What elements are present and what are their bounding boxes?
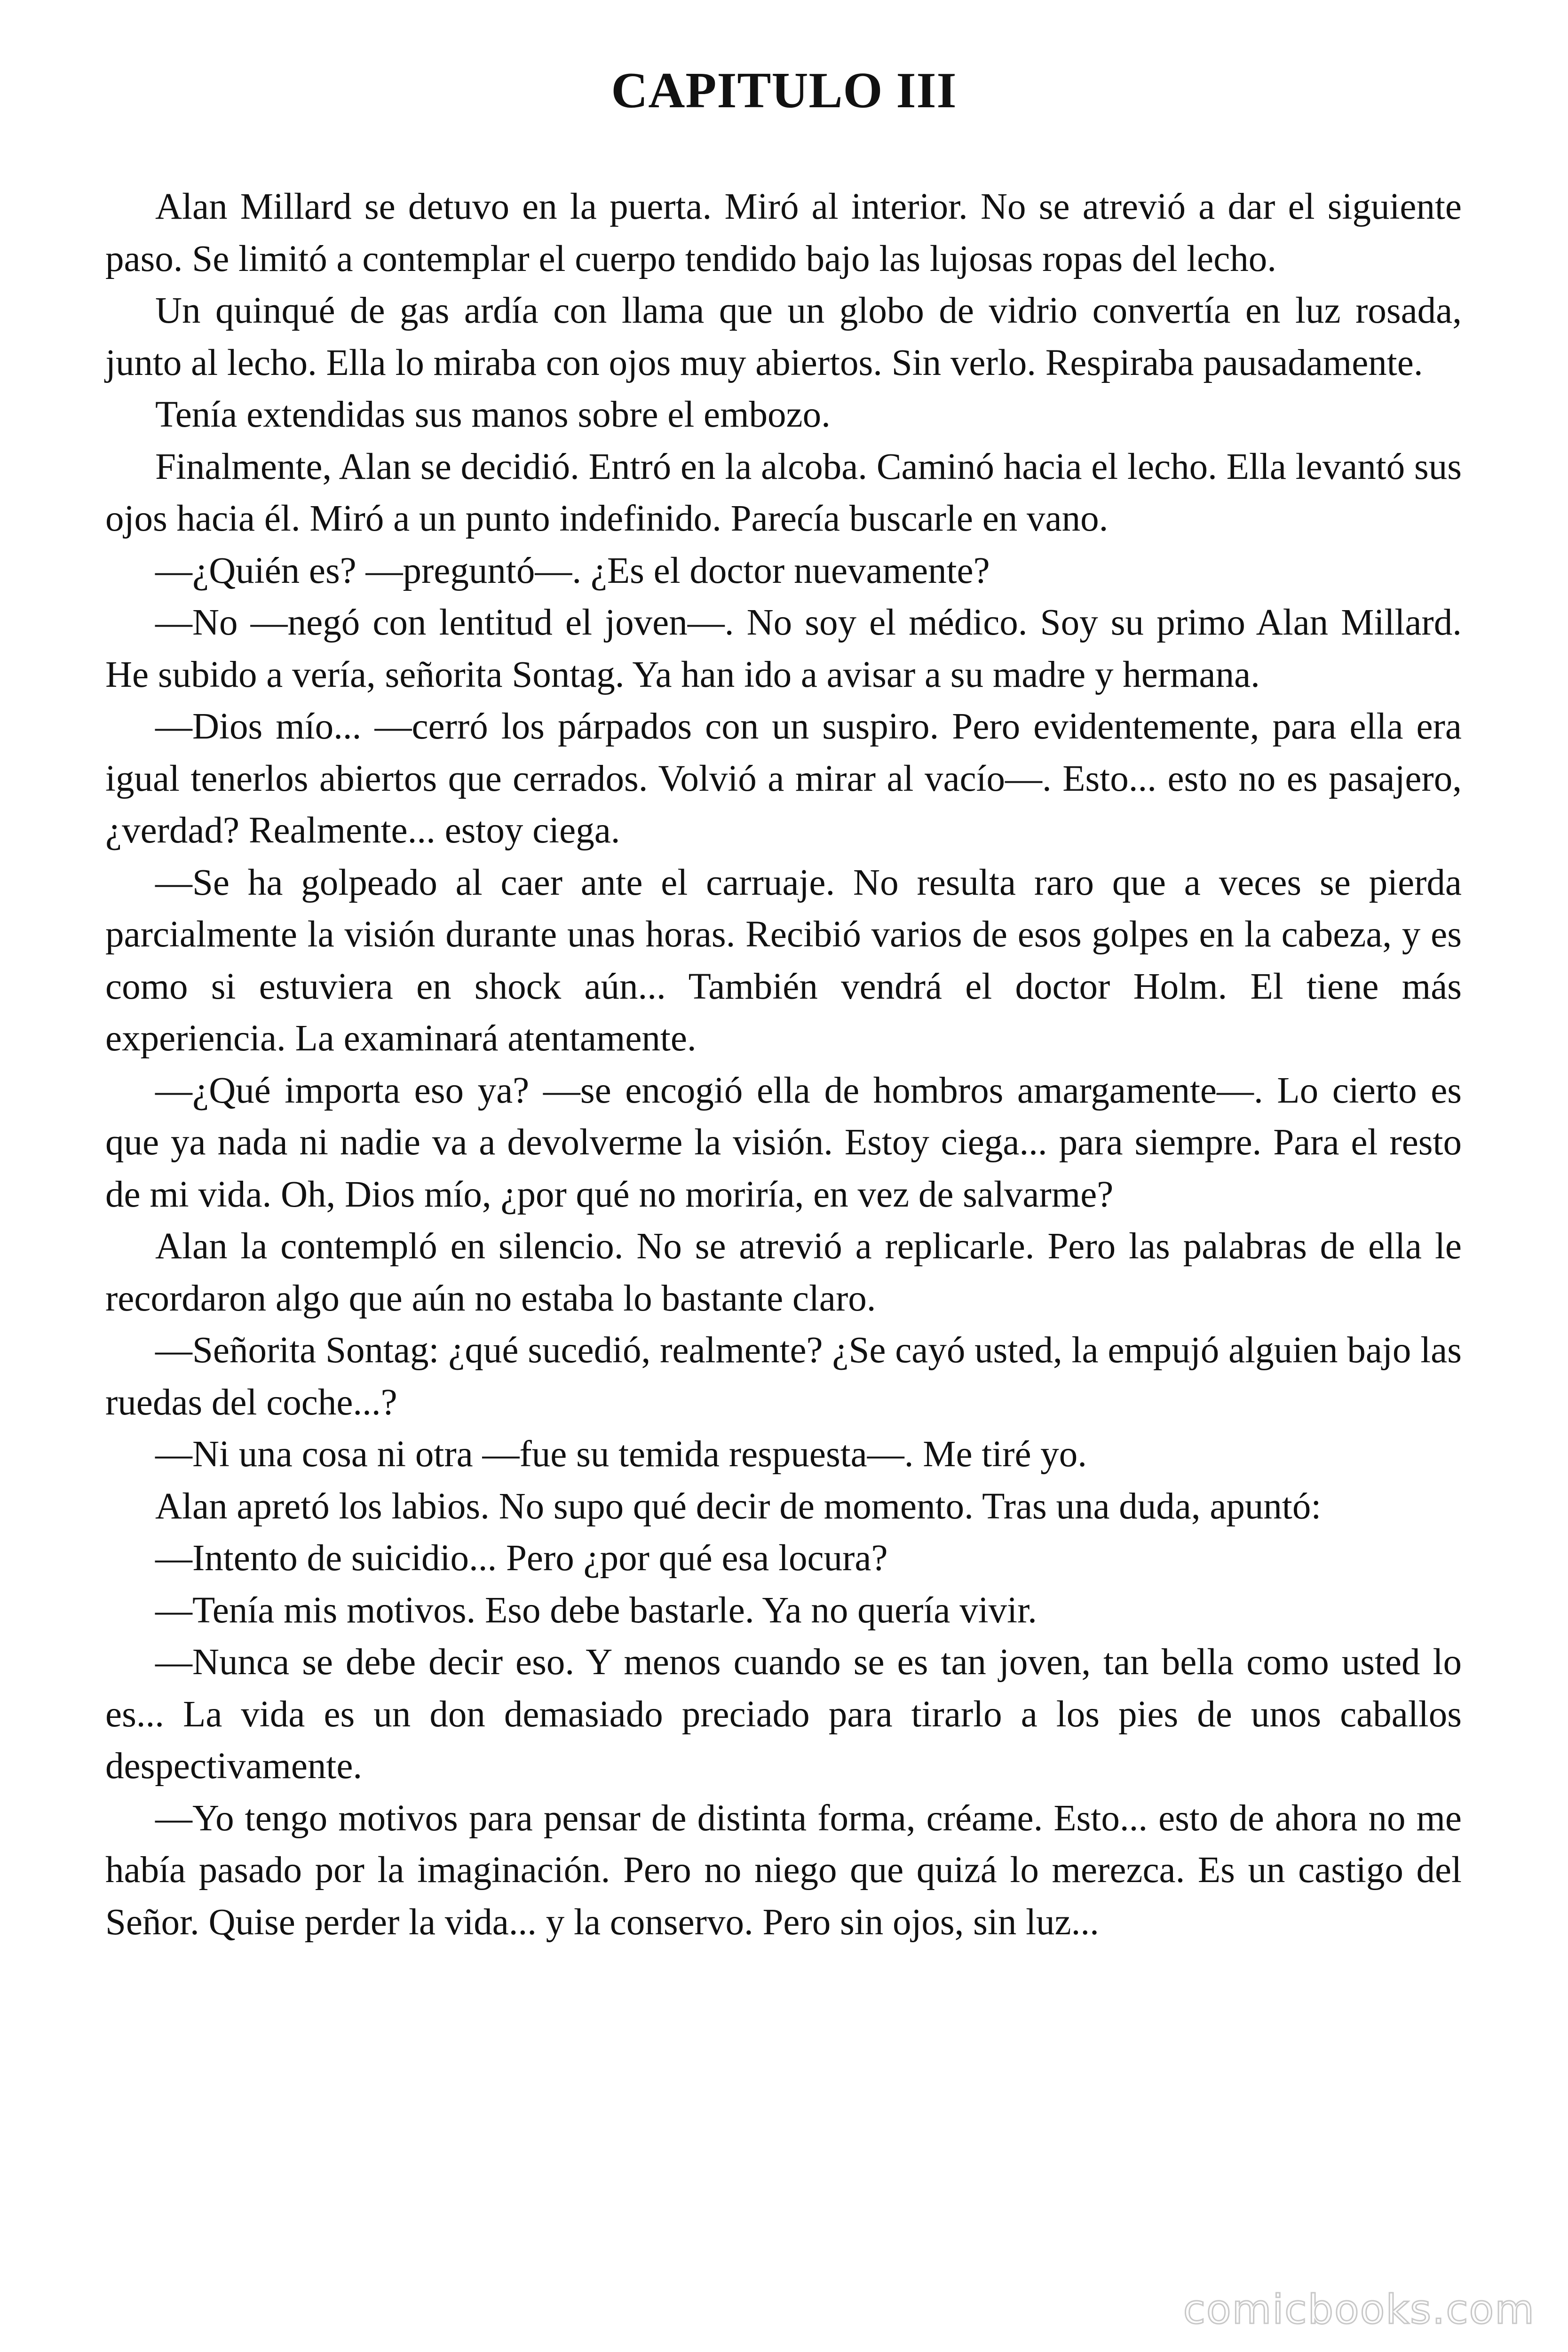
dialogue-paragraph: —Se ha golpeado al caer ante el carruaje. No resulta raro que a veces se pierda parcialmente la visión durante unas horas. Recibió varios de esos golpes en la cabeza, y es como si estuviera en shock aún... También vendrá el doctor Holm. El tiene más experiencia. La examinará atentamente. [105,862,1462,1059]
chapter-body [105,181,1462,1948]
paragraph: Alan apretó los labios. No supo qué decir de momento. Tras una duda, apuntó: [155,1486,1322,1527]
chapter-title: CAPITULO III [611,63,957,119]
dialogue-paragraph: —Dios mío... —cerró los párpados con un suspiro. Pero evidentemente, para ella era igual tenerlos abiertos que cerrados. Volvió a mirar al vacío—. Esto... esto no es pasajero, ¿verdad? Realmente... estoy ciega. [105,706,1462,851]
dialogue-paragraph: —Señorita Sontag: ¿qué sucedió, realmente? ¿Se cayó usted, la empujó alguien bajo las ruedas del coche...? [105,1330,1462,1423]
dialogue-paragraph: —Nunca se debe decir eso. Y menos cuando se es tan joven, tan bella como usted lo es... La vida es un don demasiado preciado para tirarlo a los pies de unos caballos despectivamente. [105,1642,1462,1787]
dialogue-paragraph: —Ni una cosa ni otra —fue su temida respuesta—. Me tiré yo. [155,1434,1087,1475]
dialogue-paragraph: —No —negó con lentitud el joven—. No soy el médico. Soy su primo Alan Millard. He subido a vería, señorita Sontag. Ya han ido a avisar a su madre y hermana. [105,602,1462,695]
dialogue-paragraph: —¿Quién es? —preguntó—. ¿Es el doctor nuevamente? [155,550,990,591]
dialogue-paragraph: —Tenía mis motivos. Eso debe bastarle. Ya no quería vivir. [155,1589,1037,1631]
paragraph: Alan Millard se detuvo en la puerta. Miró al interior. No se atrevió a dar el siguiente paso. Se limitó a contemplar el cuerpo tendido bajo las lujosas ropas del lecho. [105,186,1462,279]
paragraph: Tenía extendidas sus manos sobre el embozo. [155,394,831,435]
paragraph: Alan la contempló en silencio. No se atrevió a replicarle. Pero las palabras de ella le recordaron algo que aún no estaba lo bastante claro. [105,1226,1462,1319]
dialogue-paragraph: —Yo tengo motivos para pensar de distinta forma, créame. Esto... esto de ahora no me había pasado por la imaginación. Pero no niego que quizá lo merezca. Es un castigo del Señor. Quise perder la vida... y la conservo. Pero sin ojos, sin luz... [105,1797,1462,1943]
paragraph: Un quinqué de gas ardía con llama que un globo de vidrio convertía en luz rosada, junto al lecho. Ella lo miraba con ojos muy abiertos. Sin verlo. Respiraba pausadamente. [105,290,1462,383]
dialogue-paragraph: —¿Qué importa eso ya? —se encogió ella de hombros amargamente—. Lo cierto es que ya nada ni nadie va a devolverme la visión. Estoy ciega... para siempre. Para el resto de mi vida. Oh, Dios mío, ¿por qué no moriría, en vez de salvarme? [105,1070,1462,1215]
paragraph: Finalmente, Alan se decidió. Entró en la alcoba. Caminó hacia el lecho. Ella levantó sus ojos hacia él. Miró a un punto indefinido. Parecía buscarle en vano. [105,446,1462,539]
dialogue-paragraph: —Intento de suicidio... Pero ¿por qué esa locura? [155,1538,888,1579]
watermark: comicbooks.com [1183,2286,1535,2333]
